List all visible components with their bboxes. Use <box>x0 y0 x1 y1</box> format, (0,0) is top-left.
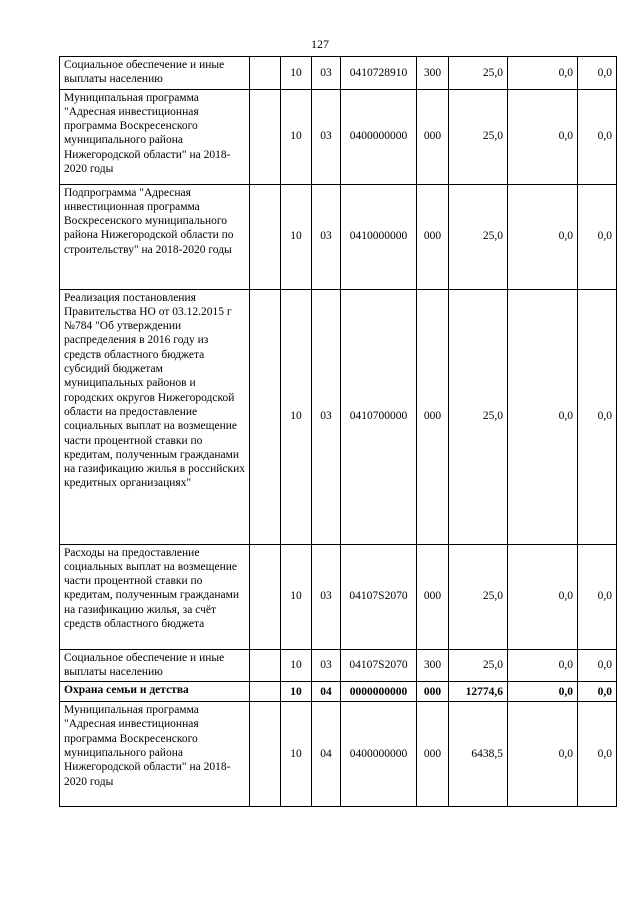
expense-type-code: 000 <box>417 289 449 544</box>
row-name: Муниципальная программа "Адресная инвестиционная программа Воскресенского муниципального района Нижегородской области" на 2018-2020 годы <box>60 702 250 807</box>
target-item-code: 0400000000 <box>341 702 417 807</box>
amount-3: 0,0 <box>578 544 617 649</box>
subsection-code: 03 <box>312 57 341 90</box>
section-code: 10 <box>281 89 312 184</box>
table-row <box>60 649 617 682</box>
row-name: Охрана семьи и детства <box>60 682 250 702</box>
amount-2: 0,0 <box>508 289 578 544</box>
subsection-code: 03 <box>312 289 341 544</box>
row-name: Социальное обеспечение и иные выплаты населению <box>60 649 250 682</box>
row-name: Муниципальная программа "Адресная инвестиционная программа Воскресенского муниципального района Нижегородской области" на 2018-2020 годы <box>60 89 250 184</box>
section-code: 10 <box>281 702 312 807</box>
table-row <box>60 682 617 702</box>
table-row <box>60 544 617 649</box>
empty-cell <box>250 89 281 184</box>
expense-type-code: 000 <box>417 682 449 702</box>
section-code: 10 <box>281 184 312 289</box>
table-row <box>60 184 617 289</box>
expense-type-code: 000 <box>417 544 449 649</box>
amount-1: 6438,5 <box>449 702 508 807</box>
amount-1: 25,0 <box>449 184 508 289</box>
section-code: 10 <box>281 682 312 702</box>
amount-3: 0,0 <box>578 89 617 184</box>
amount-3: 0,0 <box>578 702 617 807</box>
empty-cell <box>250 544 281 649</box>
subsection-code: 04 <box>312 682 341 702</box>
amount-1: 12774,6 <box>449 682 508 702</box>
row-name: Реализация постановления Правительства НО от 03.12.2015 г №784 "Об утверждении распределения в 2016 году из средств областного бюджета субсидий бюджетам муниципальных районов и городских округов Нижегородской области на предоставление социальных выплат на возмещение части процентной ставки по кредитам, полученным гражданами на газификацию жилья в российских кредитных организациях" <box>60 289 250 544</box>
empty-cell <box>250 682 281 702</box>
subsection-code: 03 <box>312 184 341 289</box>
section-code: 10 <box>281 649 312 682</box>
amount-1: 25,0 <box>449 649 508 682</box>
row-name: Подпрограмма "Адресная инвестиционная программа Воскресенского муниципального района Нижегородской области по строительству" на 2018-2020 годы <box>60 184 250 289</box>
row-name: Социальное обеспечение и иные выплаты населению <box>60 57 250 90</box>
table-row <box>60 289 617 544</box>
target-item-code: 0410728910 <box>341 57 417 90</box>
target-item-code: 0410700000 <box>341 289 417 544</box>
table-body <box>60 57 617 807</box>
subsection-code: 03 <box>312 544 341 649</box>
target-item-code: 04107S2070 <box>341 649 417 682</box>
expense-type-code: 000 <box>417 702 449 807</box>
empty-cell <box>250 649 281 682</box>
amount-2: 0,0 <box>508 89 578 184</box>
subsection-code: 04 <box>312 702 341 807</box>
section-code: 10 <box>281 544 312 649</box>
amount-1: 25,0 <box>449 544 508 649</box>
amount-1: 25,0 <box>449 289 508 544</box>
budget-table <box>59 56 617 807</box>
empty-cell <box>250 289 281 544</box>
amount-2: 0,0 <box>508 57 578 90</box>
amount-3: 0,0 <box>578 682 617 702</box>
target-item-code: 0410000000 <box>341 184 417 289</box>
amount-3: 0,0 <box>578 57 617 90</box>
expense-type-code: 000 <box>417 184 449 289</box>
target-item-code: 04107S2070 <box>341 544 417 649</box>
amount-1: 25,0 <box>449 89 508 184</box>
target-item-code: 0000000000 <box>341 682 417 702</box>
target-item-code: 0400000000 <box>341 89 417 184</box>
expense-type-code: 300 <box>417 57 449 90</box>
amount-2: 0,0 <box>508 544 578 649</box>
subsection-code: 03 <box>312 649 341 682</box>
amount-3: 0,0 <box>578 649 617 682</box>
row-name: Расходы на предоставление социальных выплат на возмещение части процентной ставки по кредитам, полученным гражданами на газификацию жилья, за счёт средств областного бюджета <box>60 544 250 649</box>
amount-2: 0,0 <box>508 702 578 807</box>
table-row <box>60 57 617 90</box>
empty-cell <box>250 57 281 90</box>
empty-cell <box>250 184 281 289</box>
section-code: 10 <box>281 57 312 90</box>
expense-type-code: 300 <box>417 649 449 682</box>
amount-3: 0,0 <box>578 184 617 289</box>
section-code: 10 <box>281 289 312 544</box>
expense-type-code: 000 <box>417 89 449 184</box>
amount-2: 0,0 <box>508 682 578 702</box>
table-row <box>60 702 617 807</box>
amount-2: 0,0 <box>508 649 578 682</box>
subsection-code: 03 <box>312 89 341 184</box>
amount-3: 0,0 <box>578 289 617 544</box>
table-row <box>60 89 617 184</box>
amount-1: 25,0 <box>449 57 508 90</box>
page-number: 127 <box>311 37 329 51</box>
empty-cell <box>250 702 281 807</box>
amount-2: 0,0 <box>508 184 578 289</box>
